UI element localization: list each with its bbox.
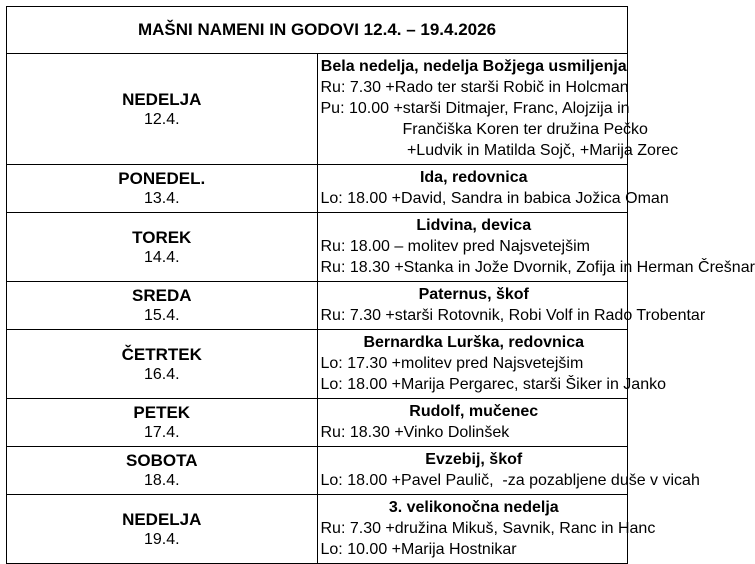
mass-line: Ru: 18.30 +Vinko Dolinšek [320, 424, 510, 441]
day-name: ČETRTEK [121, 344, 202, 364]
day-date: 19.4. [143, 530, 180, 548]
day-date: 13.4. [143, 190, 180, 207]
day-row-sunday-12 [7, 54, 628, 165]
mass-line: Lo: 18.00 +Pavel Paulič, -za pozabljene duše v vicah [320, 472, 700, 489]
feast-title: Lidvina, devica [416, 217, 532, 234]
day-row-thursday [7, 330, 628, 399]
day-name: PONEDEL. [118, 169, 206, 188]
day-name: PETEK [133, 403, 191, 422]
day-cell [7, 447, 318, 495]
day-cell [7, 213, 318, 282]
mass-line-continuation: Frančiška Koren ter družina Pečko [402, 121, 648, 138]
day-name: SREDA [131, 286, 192, 305]
day-date: 12.4. [143, 110, 180, 128]
day-row-wednesday [7, 282, 628, 330]
day-cell [7, 54, 318, 165]
mass-line: Lo: 17.30 +molitev pred Najsvetejšim [320, 355, 584, 372]
intentions-cell [317, 213, 755, 282]
intentions-cell [317, 282, 706, 330]
day-cell [7, 399, 318, 447]
day-row-saturday [7, 447, 628, 495]
day-name: NEDELJA [122, 509, 202, 529]
day-date: 18.4. [143, 472, 180, 489]
intentions-cell [317, 330, 666, 399]
mass-line: Ru: 7.30 +Rado ter starši Robič in Holcman [320, 79, 629, 96]
mass-line: Lo: 18.00 +David, Sandra in babica Jožica Oman [320, 190, 669, 207]
day-date: 15.4. [143, 307, 180, 324]
day-row-friday [7, 399, 628, 447]
intentions-cell [317, 399, 628, 447]
day-row-sunday-19 [7, 495, 628, 564]
mass-line: Pu: 10.00 +starši Ditmajer, Franc, Alojzija in [320, 100, 630, 117]
mass-line: Ru: 7.30 +starši Rotovnik, Robi Volf in Rado Trobentar [320, 307, 706, 324]
mass-schedule-table [6, 6, 755, 564]
mass-line: Ru: 7.30 +družina Mikuš, Savnik, Ranc in Hanc [320, 520, 656, 537]
feast-title: Bela nedelja, nedelja Božjega usmiljenja [320, 58, 627, 75]
day-name: SOBOTA [126, 451, 198, 470]
day-cell [7, 165, 318, 213]
intentions-cell [317, 495, 656, 564]
day-cell [7, 330, 318, 399]
day-date: 17.4. [143, 424, 180, 441]
intentions-cell [317, 54, 679, 165]
intentions-cell [317, 165, 669, 213]
day-name: NEDELJA [122, 89, 202, 109]
mass-line: Ru: 18.30 +Stanka in Jože Dvornik, Zofija in Herman Črešnar [320, 259, 755, 276]
mass-line: Lo: 18.00 +Marija Pergarec, starši Šiker in Janko [320, 376, 666, 393]
day-date: 14.4. [143, 248, 180, 266]
mass-line-continuation: +Ludvik in Matilda Sojč, +Marija Zorec [402, 142, 679, 159]
day-date: 16.4. [143, 365, 180, 383]
feast-title: Bernardka Lurška, redovnica [363, 334, 585, 351]
feast-title: Rudolf, mučenec [409, 403, 539, 420]
day-row-monday [7, 165, 628, 213]
intentions-cell [317, 447, 700, 495]
feast-title: Evzebij, škof [425, 451, 523, 468]
day-cell [7, 282, 318, 330]
title-row [7, 7, 628, 54]
day-name: TOREK [132, 227, 192, 247]
schedule-title: MAŠNI NAMENI IN GODOVI 12.4. – 19.4.2026 [7, 7, 628, 54]
mass-line: Ru: 18.00 – molitev pred Najsvetejšim [320, 238, 590, 255]
day-row-tuesday [7, 213, 628, 282]
mass-line: Lo: 10.00 +Marija Hostnikar [320, 541, 517, 558]
feast-title: 3. velikonočna nedelja [388, 499, 559, 516]
feast-title: Ida, redovnica [419, 169, 528, 186]
feast-title: Paternus, škof [418, 286, 529, 303]
day-cell [7, 495, 318, 564]
